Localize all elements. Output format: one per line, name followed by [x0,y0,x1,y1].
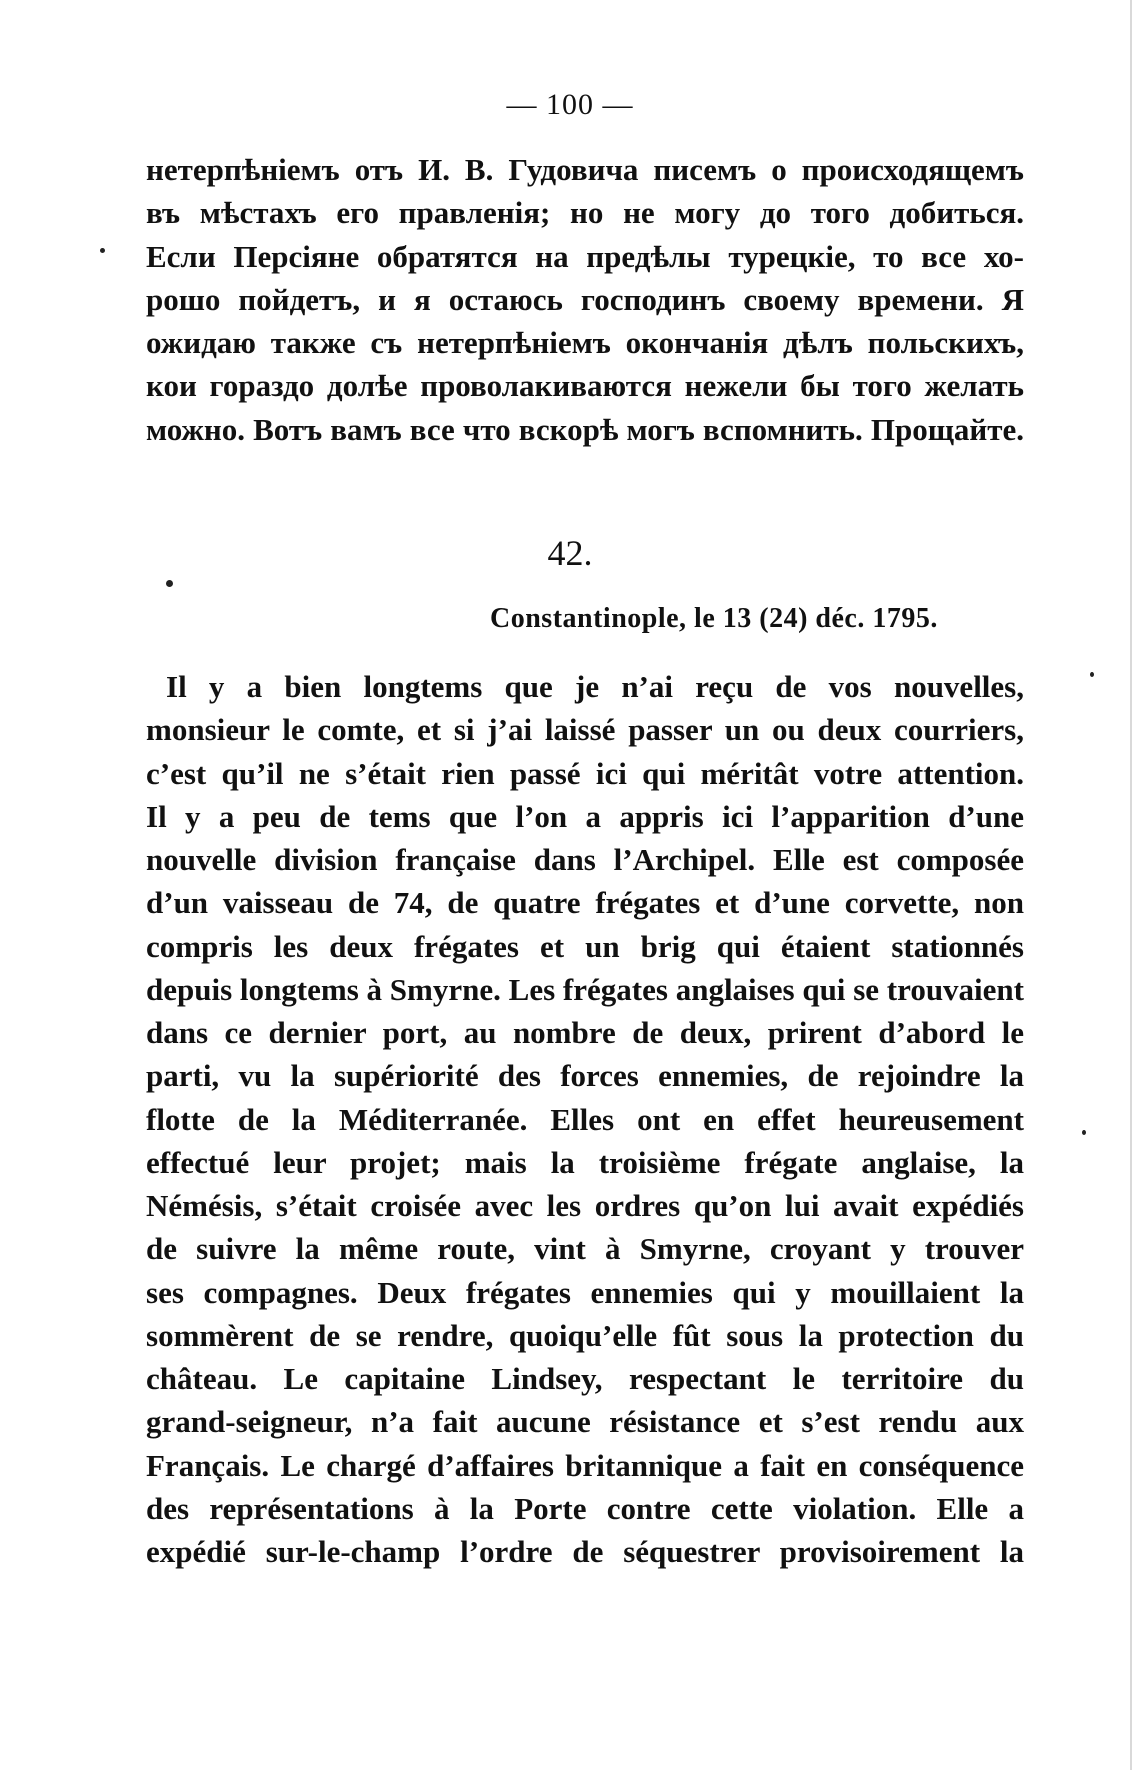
text-line: flotte de la Méditerranée. Elles ont en effet heureusement [146,1101,1024,1137]
russian-paragraph [146,148,1024,451]
ink-speck [1090,672,1094,677]
text-line: d’un vaisseau de 74, de quatre frégates et d’une corvette, non [146,885,1024,921]
text-line: ожидаю также съ нетерпѣніемъ окончанія дѣлъ польскихъ, [146,325,1024,361]
text-line: Если Персіяне обратятся на предѣлы турецкіе, то все хо- [146,238,1024,274]
text-line: ses compagnes. Deux frégates ennemies qui y mouillaient la [146,1274,1024,1310]
text-line: effectué leur projet; mais la troisième frégate anglaise, la [146,1144,1024,1180]
text-line: de suivre la même route, vint à Smyrne, croyant y trouver [146,1231,1024,1267]
text-line: nouvelle division française dans l’Archipel. Elle est composée [146,842,1024,877]
french-paragraph [146,665,1024,1573]
text-line: Français. Le chargé d’affaires britannique a fait en conséquence [146,1447,1024,1483]
text-line: sommèrent de se rendre, quoiqu’elle fût sous la protection du [146,1317,1024,1353]
text-line: des représentations à la Porte contre cette violation. Elle a [146,1490,1024,1526]
text-line: Il y a peu de tems que l’on a appris ici l’apparition d’une [146,798,1024,834]
text-line: depuis longtems à Smyrne. Les frégates anglaises qui se trouvaient [146,971,1024,1007]
text-line: можно. Вотъ вамъ все что вскорѣ могъ вспомнить. Прощайте. [146,411,1024,447]
text-line: grand-seigneur, n’a fait aucune résistance et s’est rendu aux [146,1404,1024,1440]
text-line: рошо пойдетъ, и я остаюсь господинъ своему времени. Я [146,281,1024,317]
text-line: château. Le capitaine Lindsey, respectant le territoire du [146,1361,1024,1396]
text-line: Il y a bien longtems que je n’ai reçu de vos nouvelles, [166,669,1024,704]
letter-number: 42. [547,533,593,573]
ink-speck [166,580,173,587]
ink-speck [1082,1130,1086,1135]
text-line: parti, vu la supériorité des forces ennemies, de rejoindre la [146,1058,1024,1094]
text-line: Némésis, s’était croisée avec les ordres qu’on lui avait expédiés [146,1188,1024,1223]
text-line: expédié sur-le-champ l’ordre de séquestrer provisoirement la [146,1534,1024,1569]
text-line: compris les deux frégates et un brig qui étaient stationnés [146,928,1024,964]
text-line: dans ce dernier port, au nombre de deux, prirent d’abord le [146,1015,1024,1050]
page-edge-rule [1130,0,1132,1770]
text-line: нетерпѣніемъ отъ И. В. Гудовича писемъ о происходящемъ [146,152,1024,187]
text-line: въ мѣстахъ его правленія; но не могу до того добиться. [146,195,1024,231]
page-number: — 100 — [506,88,634,121]
dateline: Constantinople, le 13 (24) déc. 1795. [490,603,938,634]
ink-speck [100,248,105,253]
text-line: c’est qu’il ne s’était rien passé ici qui méritât votre attention. [146,755,1024,791]
text-line: кои гораздо долѣе проволакиваются нежели бы того желать [146,368,1024,404]
text-line: monsieur le comte, et si j’ai laissé passer un ou deux courriers, [146,712,1024,748]
